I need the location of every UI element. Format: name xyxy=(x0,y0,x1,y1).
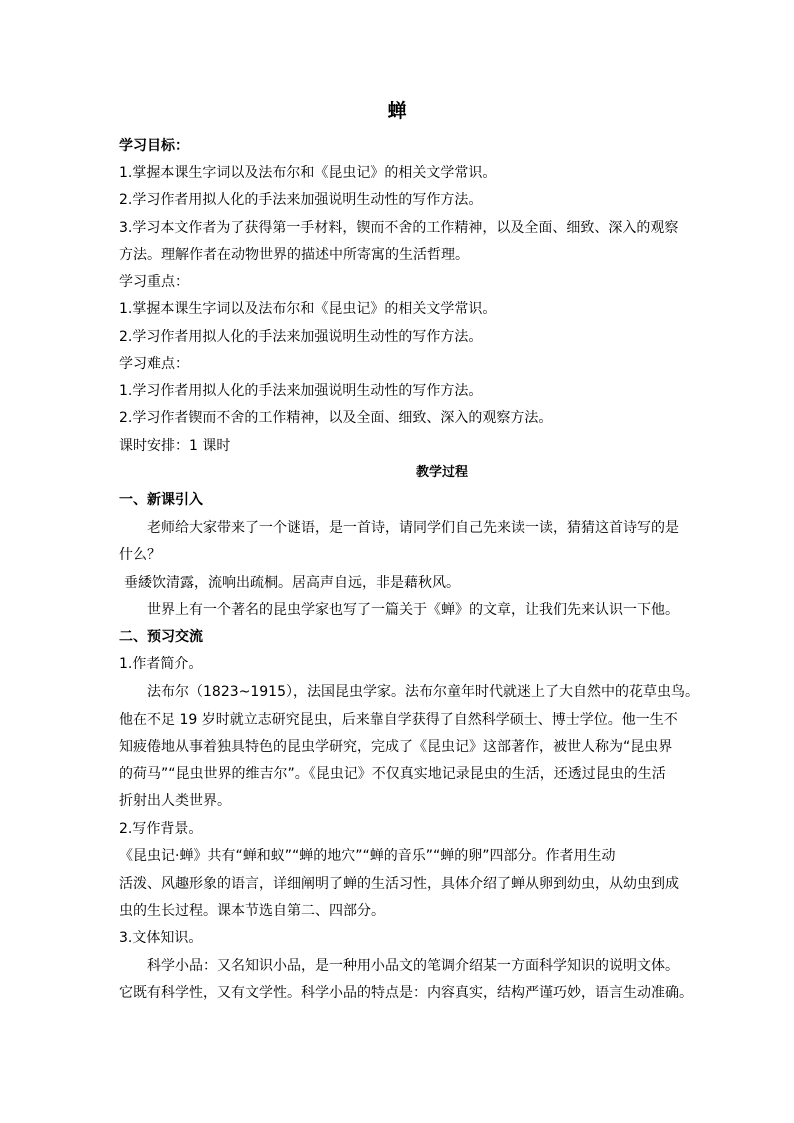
key-point-item: 2.学习作者用拟人化的手法来加强说明生动性的写作方法。 xyxy=(119,329,483,345)
riddle-poem: 垂緌饮清露，流响出疏桐。居高声自远，非是藉秋风。 xyxy=(124,575,460,591)
author-line: 折射出人类世界。 xyxy=(119,793,231,809)
author-line: 的荷马”“昆虫世界的维吉尔”。《昆虫记》不仅真实地记录昆虫的生活，还透过昆虫的生活 xyxy=(119,766,666,782)
difficulties-heading: 学习难点： xyxy=(119,356,189,372)
background-line: 虫的生长过程。课本节选自第二、四部分。 xyxy=(119,903,385,919)
author-line: 法布尔（1823~1915），法国昆虫学家。法布尔童年时代就迷上了大自然中的花草虫鸟。 xyxy=(147,684,699,700)
document-title: 蝉 xyxy=(387,100,407,122)
genre-heading: 3.文体知识。 xyxy=(119,930,203,946)
background-heading: 2.写作背景。 xyxy=(119,821,203,837)
objective-item: 方法。理解作者在动物世界的描述中所寄寓的生活哲理。 xyxy=(119,247,469,263)
section1-heading: 一、新课引入 xyxy=(119,492,203,508)
author-heading: 1.作者简介。 xyxy=(119,656,203,672)
objective-item: 3.学习本文作者为了获得第一手材料，锲而不舍的工作精神，以及全面、细致、深入的观察 xyxy=(119,220,679,236)
genre-line: 科学小品：又名知识小品，是一种用小品文的笔调介绍某一方面科学知识的说明文体。 xyxy=(147,958,679,974)
schedule: 课时安排：1 课时 xyxy=(119,438,231,454)
author-line: 知疲倦地从事着独具特色的昆虫学研究，完成了《昆虫记》这部著作，被世人称为“昆虫界 xyxy=(119,739,673,755)
section1-line: 世界上有一个著名的昆虫学家也写了一篇关于《蝉》的文章，让我们先来认识一下他。 xyxy=(147,602,679,618)
section2-heading: 二、预习交流 xyxy=(119,629,203,645)
objectives-heading: 学习目标： xyxy=(119,138,189,154)
genre-line: 它既有科学性，又有文学性。科学小品的特点是：内容真实，结构严谨巧妙，语言生动准确。 xyxy=(119,985,693,1001)
objective-item: 1.掌握本课生字词以及法布尔和《昆虫记》的相关文学常识。 xyxy=(119,165,497,181)
section1-line: 老师给大家带来了一个谜语，是一首诗，请同学们自己先来读一读，猜猜这首诗写的是 xyxy=(147,520,679,536)
author-line: 他在不足 19 岁时就立志研究昆虫，后来靠自学获得了自然科学硕士、博士学位。他一生不 xyxy=(119,712,678,728)
background-line: 《昆虫记·蝉》共有“蝉和蚁”“蝉的地穴”“蝉的音乐”“蝉的卵”四部分。作者用生动 xyxy=(119,848,616,864)
objective-item: 2.学习作者用拟人化的手法来加强说明生动性的写作方法。 xyxy=(119,192,483,208)
key-points-heading: 学习重点： xyxy=(119,274,189,290)
difficulty-item: 2.学习作者锲而不舍的工作精神，以及全面、细致、深入的观察方法。 xyxy=(119,410,553,426)
process-heading: 教学过程 xyxy=(415,465,468,480)
background-line: 活泼、风趣形象的语言，详细阐明了蝉的生活习性，具体介绍了蝉从卵到幼虫，从幼虫到成 xyxy=(119,876,679,892)
key-point-item: 1.掌握本课生字词以及法布尔和《昆虫记》的相关文学常识。 xyxy=(119,301,497,317)
difficulty-item: 1.学习作者用拟人化的手法来加强说明生动性的写作方法。 xyxy=(119,383,483,399)
section1-line: 什么？ xyxy=(119,547,161,563)
